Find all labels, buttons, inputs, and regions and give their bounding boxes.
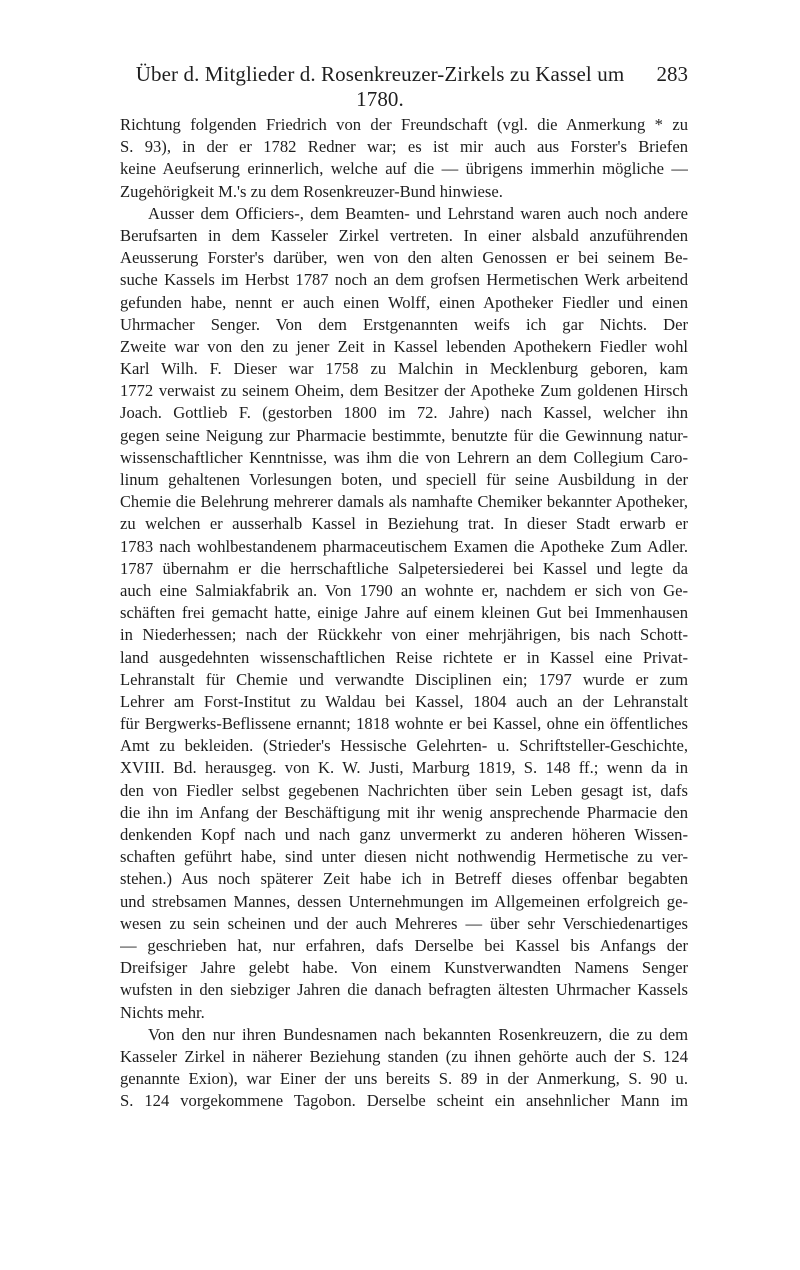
text-line: land ausgedehnten wissenschaftlichen Reise richtete er in Kassel eine Privat-	[120, 647, 688, 667]
text-line: Chemie die Belehrung mehrerer damals als namhafte Chemiker bekannter Apotheker,	[120, 492, 688, 512]
text-line: Karl Wilh. F. Dieser war 1758 zu Malchin in Mecklenburg geboren, kam	[120, 359, 688, 379]
text-line: in Niederhessen; nach der Rückkehr von einer mehrjährigen, bis nach Schott-	[120, 625, 688, 645]
text-line: den von Fiedler selbst gegebenen Nachrichten über sein Leben gesagt ist, dafs	[120, 780, 688, 800]
text-line: keine Aeufserung erinnerlich, welche auf die — übrigens immerhin mögliche —	[120, 159, 688, 179]
text-line: — geschrieben hat, nur erfahren, dafs Derselbe bei Kassel bis Anfangs der	[120, 935, 688, 955]
text-line: wesen zu sein scheinen und der auch Mehreres — über sehr Verschiedenartiges	[120, 913, 688, 933]
text-line: S. 124 vorgekommene Tagobon. Derselbe scheint ein ansehnlicher Mann im	[120, 1091, 688, 1111]
text-line: schaften geführt habe, sind unter diesen nicht nothwendig Hermetische zu ver-	[120, 847, 688, 867]
text-line: Uhrmacher Senger. Von dem Erstgenannten weifs ich gar Nichts. Der	[120, 314, 688, 334]
text-line: Nichts mehr.	[120, 1002, 205, 1022]
text-line: und strebsamen Mannes, dessen Unternehmungen im Allgemeinen erfolgreich ge-	[120, 891, 688, 911]
page-header	[120, 62, 688, 111]
text-line: Aeusserung Forster's darüber, wen von den alten Genossen er bei seinem Be-	[120, 248, 688, 268]
text-line: genannte Exion), war Einer der uns bereits S. 89 in der Anmerkung, S. 90 u.	[120, 1069, 688, 1089]
text-line: wissenschaftlicher Kenntnisse, was ihm die von Lehrern an dem Collegium Caro-	[120, 447, 688, 467]
text-line: Dreifsiger Jahre gelebt habe. Von einem Kunstverwandten Namens Senger	[120, 958, 688, 978]
text-line: wufsten in den siebziger Jahren die danach befragten ältesten Uhrmacher Kassels	[120, 980, 688, 1000]
text-line: Ausser dem Officiers-, dem Beamten- und Lehrstand waren auch noch andere	[148, 203, 688, 223]
text-line: Kasseler Zirkel in näherer Beziehung standen (zu ihnen gehörte auch der S. 124	[120, 1046, 688, 1066]
page-number: 283	[656, 62, 688, 86]
text-line: suche Kassels im Herbst 1787 noch an dem grofsen Hermetischen Werk arbeitend	[120, 270, 688, 290]
text-line: Richtung folgenden Friedrich von der Freundschaft (vgl. die Anmerkung * zu	[120, 115, 688, 134]
text-line: S. 93), in der er 1782 Redner war; es ist mir auch aus Forster's Briefen	[120, 137, 688, 157]
running-title: Über d. Mitglieder d. Rosenkreuzer-Zirkels zu Kassel um 1780.	[135, 62, 625, 111]
text-line: 1787 übernahm er die herrschaftliche Salpetersiederei bei Kassel und legte da	[120, 558, 688, 578]
text-line: stehen.) Aus noch späterer Zeit habe ich in Betreff dieses offenbar begabten	[120, 869, 688, 889]
text-line: Joach. Gottlieb F. (gestorben 1800 im 72. Jahre) nach Kassel, welcher ihn	[120, 403, 688, 423]
text-line: zu welchen er ausserhalb Kassel in Beziehung trat. In dieser Stadt erwarb er	[120, 514, 688, 534]
text-line: linum gehaltenen Vorlesungen boten, und speciell für seine Ausbildung in der	[120, 470, 688, 489]
text-line: XVIII. Bd. herausgeg. von K. W. Justi, Marburg 1819, S. 148 ff.; wenn da in	[120, 758, 688, 778]
text-line: Lehranstalt für Chemie und verwandte Disciplinen ein; 1797 wurde er zum	[120, 669, 688, 689]
text-line: die ihn im Anfang der Beschäftigung mit ihr wenig ansprechende Pharmacie den	[120, 802, 688, 822]
text-line: gefunden habe, nennt er auch einen Wolff, einen Apotheker Fiedler und einen	[120, 292, 688, 312]
text-line: Lehrer am Forst-Institut zu Waldau bei Kassel, 1804 auch an der Lehranstalt	[120, 691, 688, 711]
text-line: 1783 nach wohlbestandenem pharmaceutischem Examen die Apotheke Zum Adler.	[120, 536, 688, 556]
text-line: gegen seine Neigung zur Pharmacie bestimmte, benutzte für die Gewinnung natur-	[120, 425, 688, 445]
text-line: 1772 verwaist zu seinem Oheim, dem Besitzer der Apotheke Zum goldenen Hirsch	[120, 381, 688, 401]
text-line: Zugehörigkeit M.'s zu dem Rosenkreuzer-Bund hinwiese.	[120, 181, 503, 201]
text-line: denkenden Kopf nach und nach ganz unvermerkt zu anderen höheren Wissen-	[120, 825, 688, 844]
text-line: Berufsarten in dem Kasseler Zirkel vertreten. In einer alsbald anzuführenden	[120, 225, 688, 245]
text-line: für Bergwerks-Beflissene ernannt; 1818 wohnte er bei Kassel, ohne ein öffentliches	[120, 714, 688, 734]
text-line: Zweite war von den zu jener Zeit in Kassel lebenden Apothekern Fiedler wohl	[120, 336, 688, 356]
text-line: schäften frei gemacht hatte, einige Jahre auf einem kleinen Gut bei Immenhausen	[120, 603, 688, 623]
text-line: auch eine Salmiakfabrik an. Von 1790 an wohnte er, nachdem er sich von Ge-	[120, 580, 688, 600]
text-line: Von den nur ihren Bundesnamen nach bekannten Rosenkreuzern, die zu dem	[148, 1024, 688, 1044]
text-line: Amt zu bekleiden. (Strieder's Hessische Gelehrten- u. Schriftsteller-Geschichte,	[120, 736, 688, 756]
body-text	[120, 114, 688, 1112]
